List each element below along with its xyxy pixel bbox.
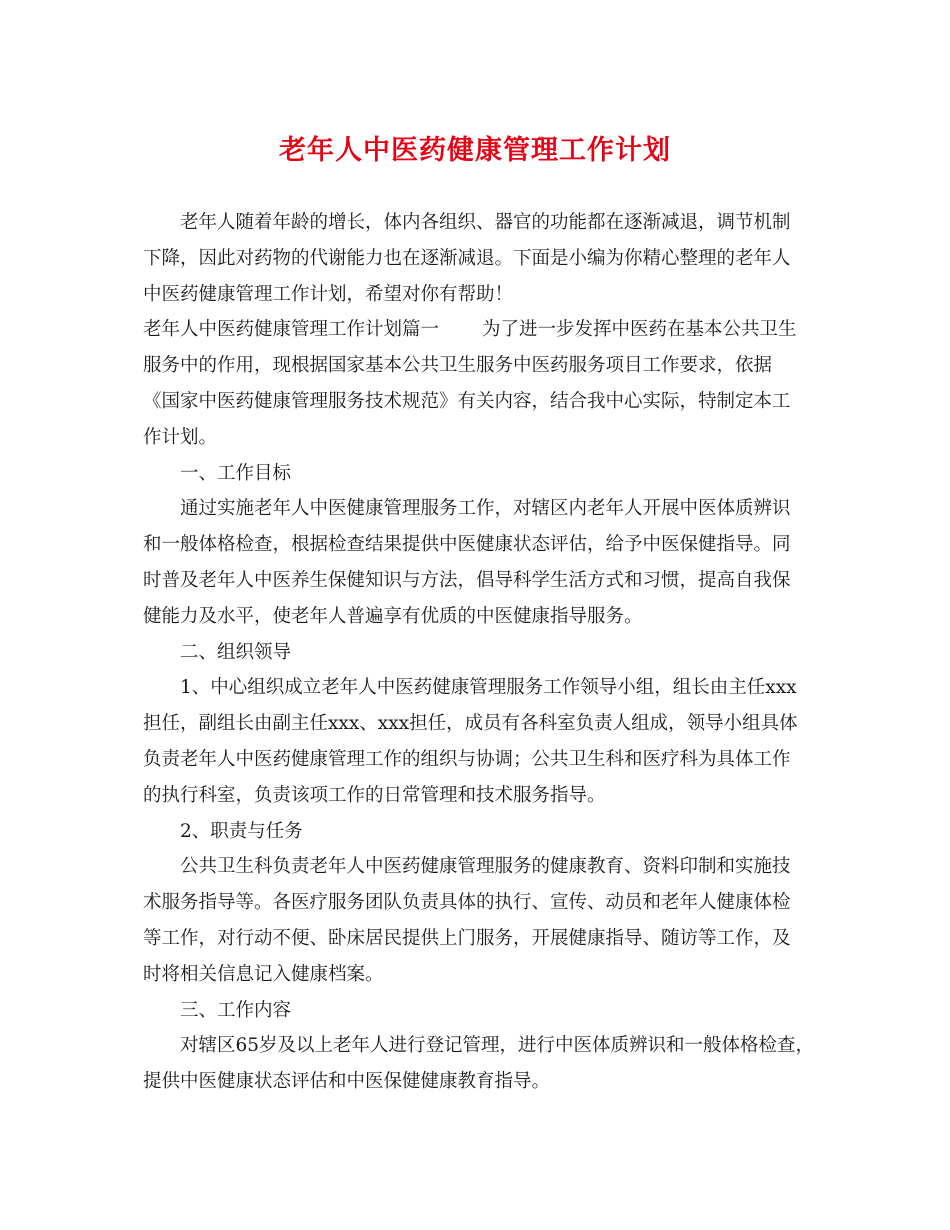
paragraph-line: 负责老年人中医药健康管理工作的组织与协调；公共卫生科和医疗科为具体工作 xyxy=(143,748,791,770)
section-heading: 2、职责与任务 xyxy=(180,820,303,842)
paragraph-line: 担任，副组长由副主任xxx、xxx担任，成员有各科室负责人组成，领导小组具体 xyxy=(143,713,798,735)
paragraph-line: 下降，因此对药物的代谢能力也在逐渐减退。下面是小编为你精心整理的老年人 xyxy=(143,247,791,269)
paragraph-line: 的执行科室，负责该项工作的日常管理和技术服务指导。 xyxy=(143,784,606,806)
paragraph-line: 时将相关信息记入健康档案。 xyxy=(143,963,384,985)
section-heading: 二、组织领导 xyxy=(180,641,292,663)
paragraph-line: 服务中的作用，现根据国家基本公共卫生服务中医药服务项目工作要求，依据 xyxy=(143,355,773,377)
paragraph-line xyxy=(143,312,811,348)
document-body xyxy=(143,205,815,1100)
paragraph-line: 和一般体格检查，根据检查结果提供中医健康状态评估，给予中医保健指导。同 xyxy=(143,534,791,556)
paragraph-line: 提供中医健康状态评估和中医保健健康教育指导。 xyxy=(143,1071,551,1093)
paragraph-line: 术服务指导等。各医疗服务团队负责具体的执行、宣传、动员和老年人健康体检 xyxy=(143,892,791,914)
paragraph-line: 时普及老年人中医养生保健知识与方法，倡导科学生活方式和习惯，提高自我保 xyxy=(143,569,791,591)
paragraph-line: 中医药健康管理工作计划，希望对你有帮助！ xyxy=(143,283,514,305)
paragraph-line: 对辖区65岁及以上老年人进行登记管理，进行中医体质辨识和一般体格检查， xyxy=(180,1035,815,1057)
paragraph-line: 公共卫生科负责老年人中医药健康管理服务的健康教育、资料印制和实施技 xyxy=(180,856,791,878)
paragraph-line: 1、中心组织成立老年人中医药健康管理服务工作领导小组，组长由主任xxx xyxy=(180,677,797,699)
paragraph-line: 等工作，对行动不便、卧床居民提供上门服务，开展健康指导、随访等工作，及 xyxy=(143,927,791,949)
paragraph-line: 《国家中医药健康管理服务技术规范》有关内容，结合我中心实际，特制定本工 xyxy=(143,390,791,412)
paragraph-line: 健能力及水平，使老年人普遍享有优质的中医健康指导服务。 xyxy=(143,605,643,627)
section-heading: 一、工作目标 xyxy=(180,462,292,484)
paragraph-line: 作计划。 xyxy=(143,426,218,448)
paragraph-line: 老年人随着年龄的增长，体内各组织、器官的功能都在逐渐减退，调节机制 xyxy=(180,212,791,233)
section-heading: 三、工作内容 xyxy=(180,999,292,1021)
document-title: 老年人中医药健康管理工作计划 xyxy=(279,135,671,166)
paragraph-text: 为了进一步发挥中医药在基本公共卫生 xyxy=(482,319,797,341)
section-heading: 老年人中医药健康管理工作计划篇一 xyxy=(143,319,440,341)
paragraph-line: 通过实施老年人中医健康管理服务工作，对辖区内老年人开展中医体质辨识 xyxy=(180,498,791,520)
